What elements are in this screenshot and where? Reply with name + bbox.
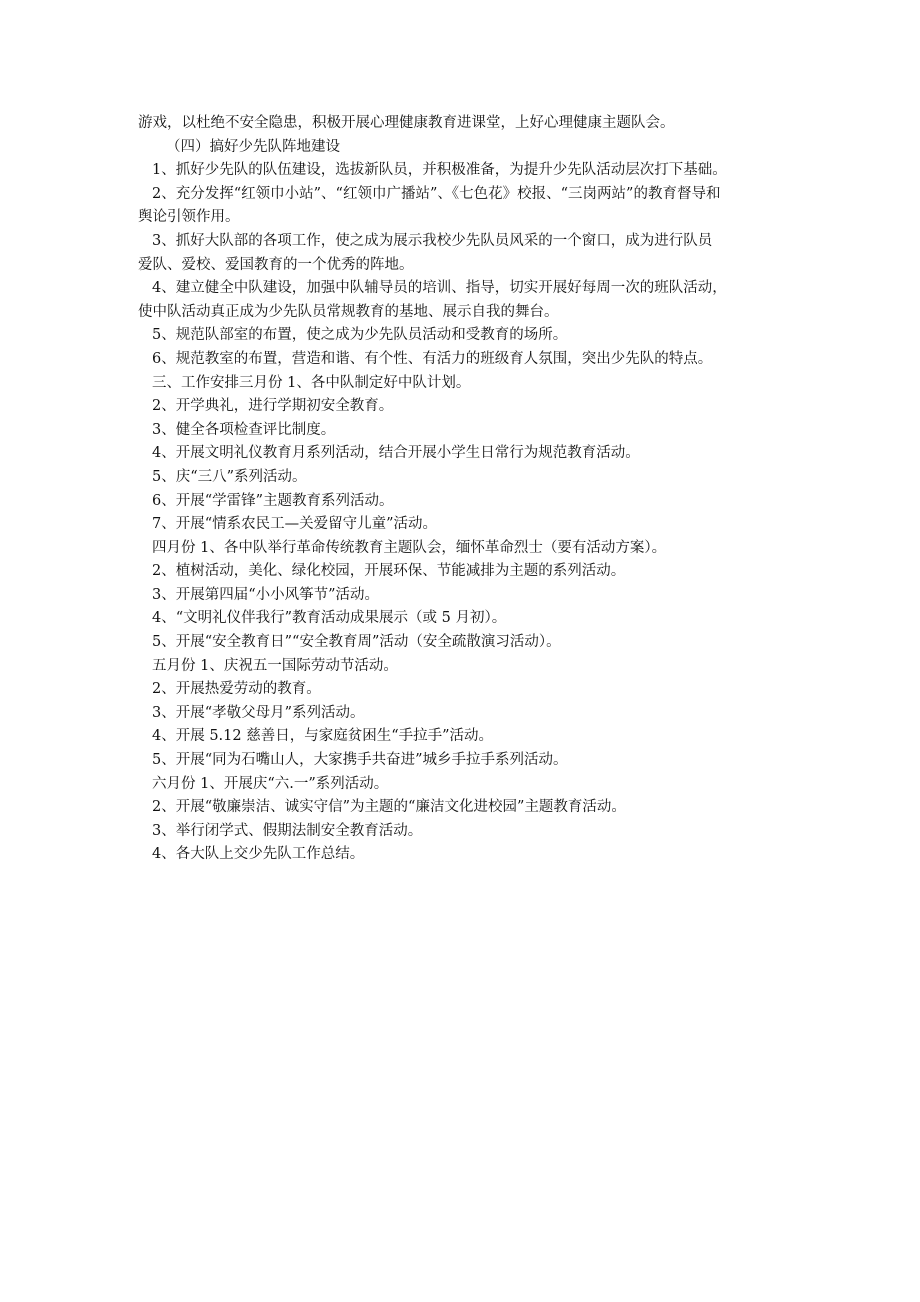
paragraph-line: 3、抓好大队部的各项工作，使之成为展示我校少先队员风采的一个窗口，成为进行队员 (152, 232, 713, 249)
paragraph-line: 4、各大队上交少先队工作总结。 (152, 846, 365, 863)
paragraph-line: 2、开展“敬廉崇洁、诚实守信”为主题的“廉洁文化进校园”主题教育活动。 (152, 799, 626, 816)
paragraph-line: 5、开展“同为石嘴山人，大家携手共奋进”城乡手拉手系列活动。 (152, 752, 568, 769)
month-heading: 四月份 1、各中队举行革命传统教育主题队会，缅怀革命烈士（要有活动方案）。 (152, 539, 667, 556)
paragraph-line: 游戏，以杜绝不安全隐患，积极开展心理健康教育进课堂，上好心理健康主题队会。 (138, 115, 675, 131)
paragraph-line: 7、开展“情系农民工—关爱留守儿童”活动。 (152, 516, 438, 533)
paragraph-line: 1、抓好少先队的队伍建设，选拔新队员，并积极准备，为提升少先队活动层次打下基础。 (152, 162, 727, 179)
paragraph-line: 5、开展“安全教育日”“安全教育周”活动（安全疏散演习活动）。 (152, 634, 561, 651)
paragraph-line: 6、开展“学雷锋”主题教育系列活动。 (152, 492, 394, 509)
paragraph-line: 4、开展文明礼仪教育月系列活动，结合开展小学生日常行为规范教育活动。 (152, 445, 640, 462)
paragraph-line: 5、规范队部室的布置，使之成为少先队员活动和受教育的场所。 (152, 327, 568, 344)
section-heading: （四）搞好少先队阵地建设 (166, 138, 340, 155)
paragraph-line: 3、举行闭学式、假期法制安全教育活动。 (152, 822, 423, 839)
paragraph-line: 3、开展“孝敬父母月”系列活动。 (152, 704, 365, 721)
paragraph-line: 3、健全各项检查评比制度。 (152, 421, 336, 438)
paragraph-line: 2、充分发挥“红领巾小站”、“红领巾广播站”、《七色花》校报、“三岗两站”的教育督导和 (152, 185, 721, 202)
section-heading: 三、工作安排三月份 1、各中队制定好中队计划。 (152, 374, 471, 391)
month-heading: 五月份 1、庆祝五一国际劳动节活动。 (152, 657, 398, 674)
month-heading: 六月份 1、开展庆“六.一”系列活动。 (152, 775, 389, 792)
paragraph-line: 舆论引领作用。 (138, 209, 240, 226)
paragraph-line: 使中队活动真正成为少先队员常规教育的基地、展示自我的舞台。 (138, 303, 559, 320)
paragraph-line: 5、庆“三八”系列活动。 (152, 468, 307, 485)
paragraph-line: 3、开展第四届“小小风筝节”活动。 (152, 586, 380, 603)
paragraph-line: 4、“文明礼仪伴我行”教育活动成果展示（或 5 月初）。 (152, 610, 507, 627)
paragraph-line: 2、开展热爱劳动的教育。 (152, 681, 321, 698)
paragraph-line: 爱队、爱校、爱国教育的一个优秀的阵地。 (138, 256, 414, 273)
paragraph-line: 2、植树活动，美化、绿化校园，开展环保、节能减排为主题的系列活动。 (152, 563, 626, 580)
paragraph-line: 4、开展 5.12 慈善日，与家庭贫困生“手拉手”活动。 (152, 728, 494, 745)
paragraph-line: 6、规范教室的布置，营造和谐、有个性、有活力的班级育人氛围，突出少先队的特点。 (152, 350, 713, 367)
paragraph-line: 4、建立健全中队建设，加强中队辅导员的培训、指导，切实开展好每周一次的班队活动， (152, 280, 727, 297)
paragraph-line: 2、开学典礼，进行学期初安全教育。 (152, 398, 394, 415)
document-page (138, 112, 788, 867)
